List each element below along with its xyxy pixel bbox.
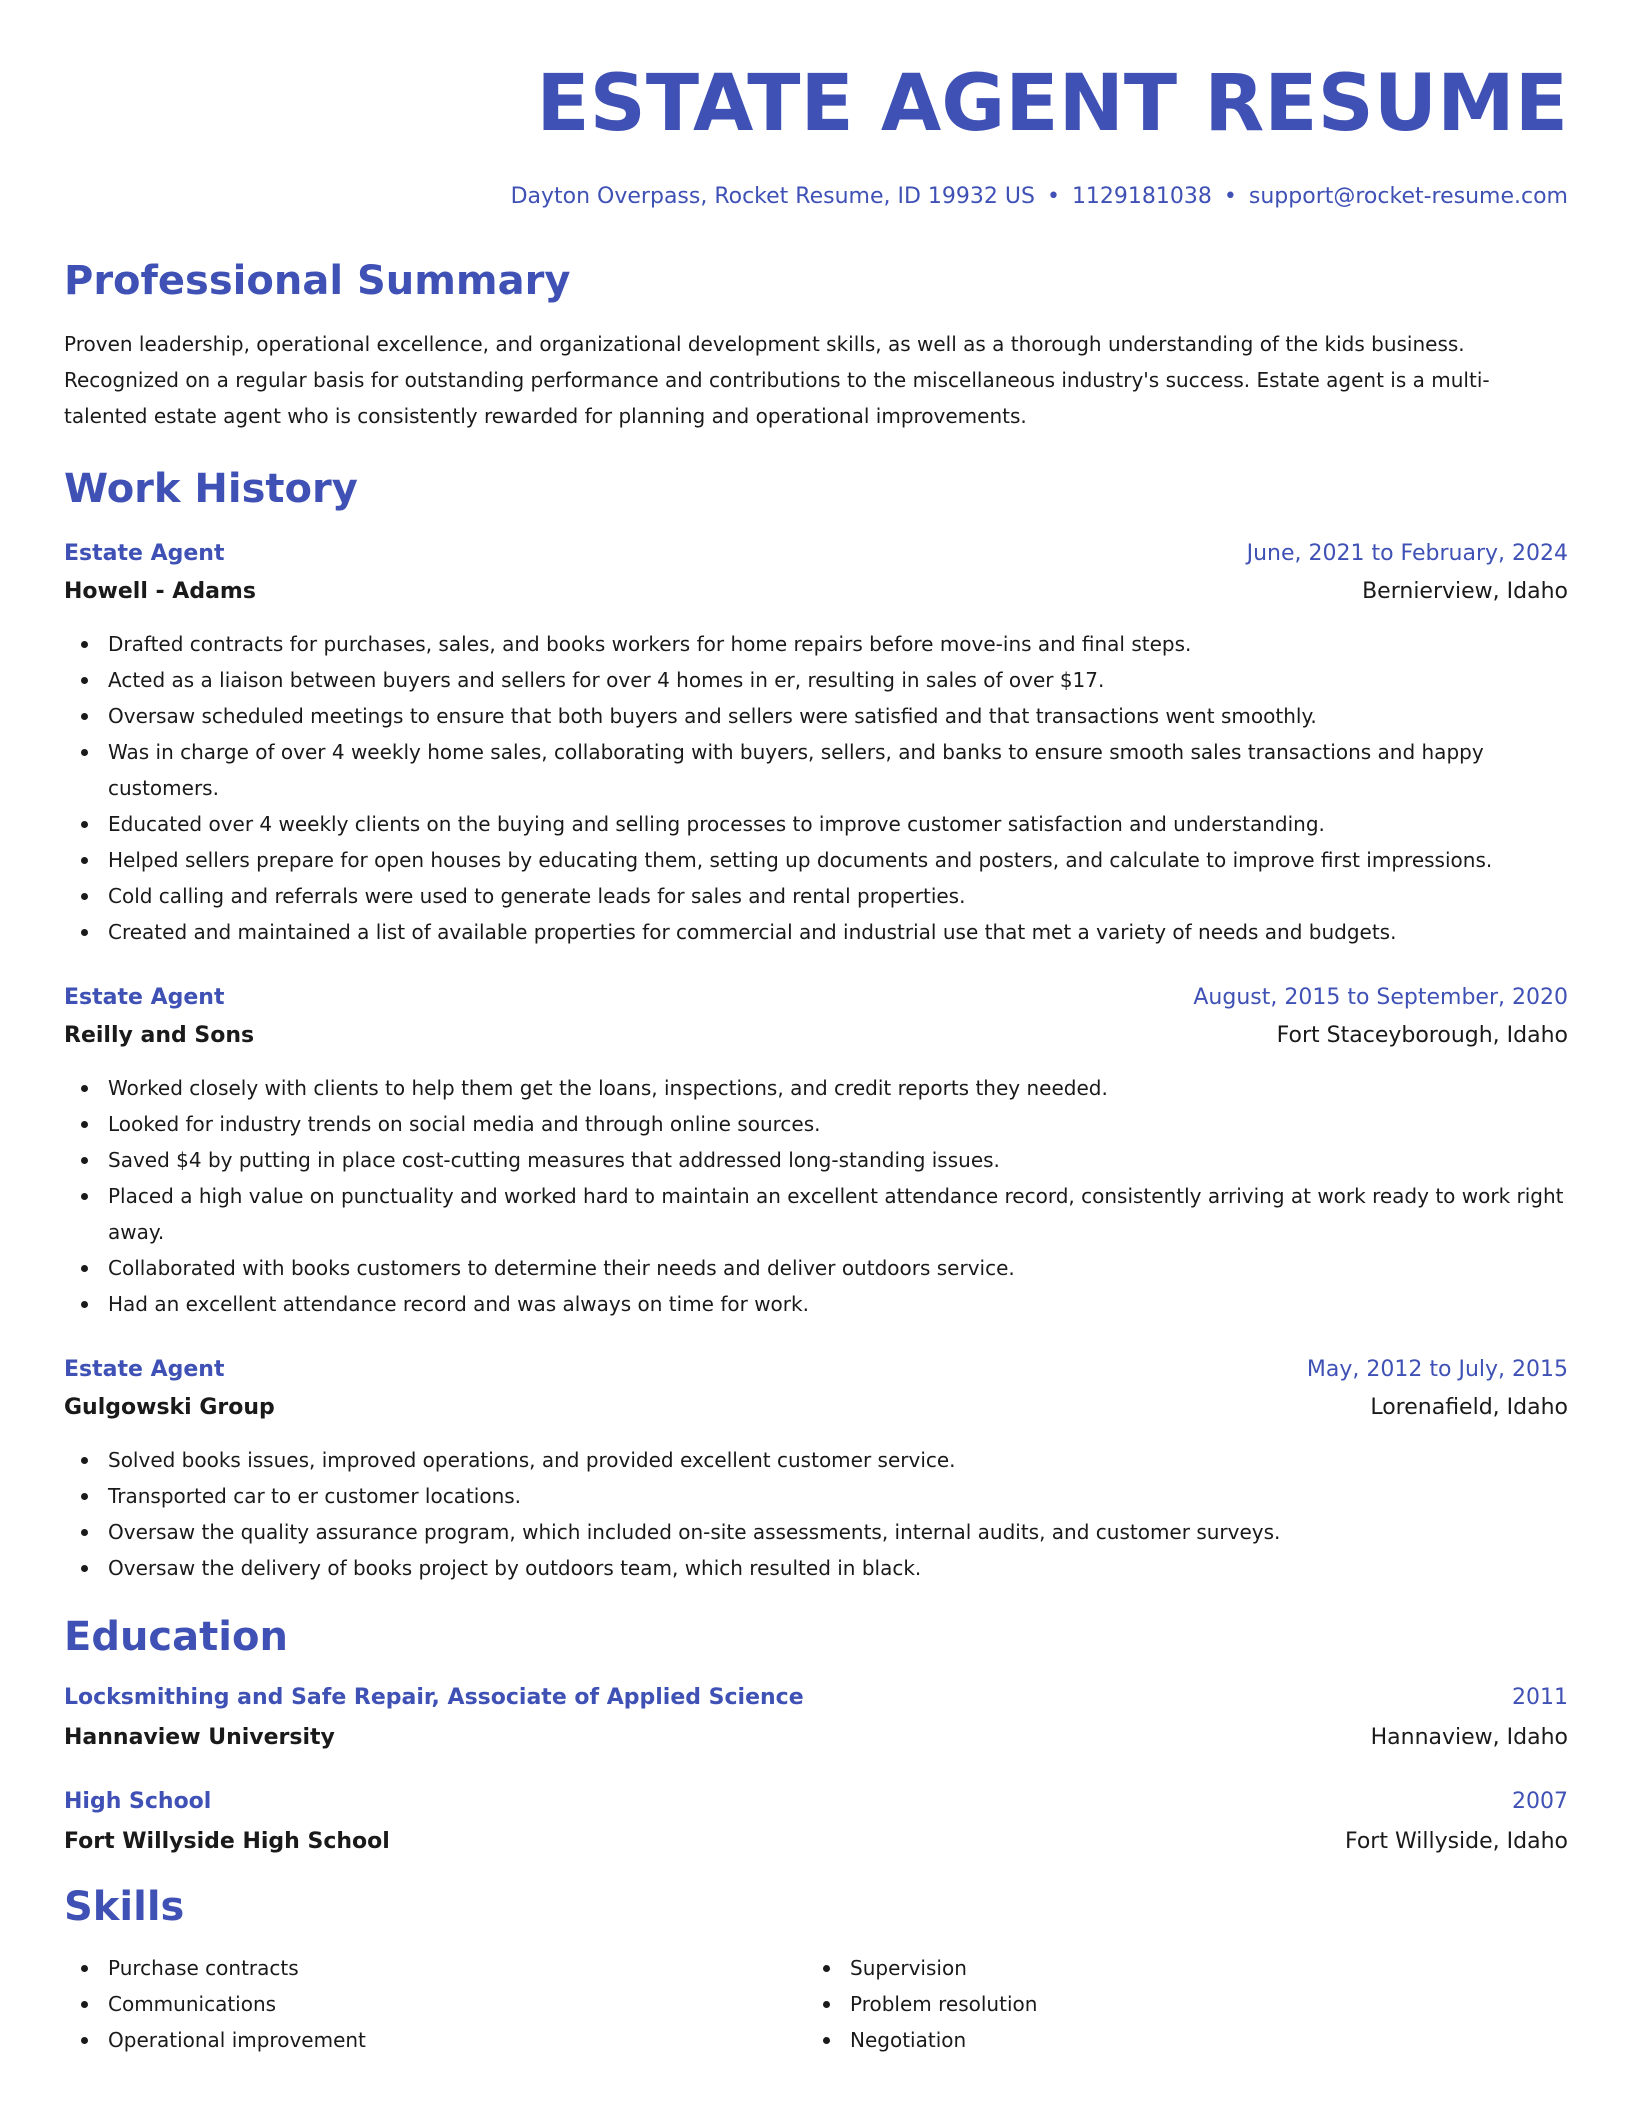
list-item: Drafted contracts for purchases, sales, and books workers for home repairs before move-ins and final steps. <box>64 626 1568 662</box>
list-item: Worked closely with clients to help them get the loans, inspections, and credit reports they needed. <box>64 1070 1568 1106</box>
list-item: Supervision <box>806 1950 1548 1986</box>
section-heading-summary: Professional Summary <box>64 258 571 304</box>
job-company: Gulgowski Group <box>64 1395 275 1420</box>
job-bullet-list <box>64 1442 1568 1586</box>
job-company-row <box>64 1016 1568 1056</box>
education-location: Hannaview, Idaho <box>1370 1725 1568 1750</box>
job-title: Estate Agent <box>64 985 225 1010</box>
list-item: Was in charge of over 4 weekly home sales, collaborating with buyers, sellers, and banks to ensure smooth sales transactions and happy customers. <box>64 734 1568 806</box>
job-dates: May, 2012 to July, 2015 <box>1306 1357 1568 1382</box>
job-bullet-list <box>64 626 1568 950</box>
section-heading-education: Education <box>64 1614 288 1660</box>
education-header-row <box>64 1680 1568 1716</box>
job-location: Fort Staceyborough, Idaho <box>1276 1023 1568 1048</box>
job-header-row <box>64 536 1568 572</box>
contact-line <box>64 182 1568 212</box>
contact-phone: 1129181038 <box>1071 184 1212 209</box>
job-entry <box>64 536 1568 950</box>
list-item: Had an excellent attendance record and was always on time for work. <box>64 1286 1568 1322</box>
education-degree: Locksmithing and Safe Repair, Associate of Applied Science <box>64 1685 804 1710</box>
resume-page <box>64 56 1568 2058</box>
list-item: Helped sellers prepare for open houses by educating them, setting up documents and posters, and calculate to improve first impressions. <box>64 842 1568 878</box>
list-item: Oversaw the quality assurance program, which included on-site assessments, internal audits, and customer surveys. <box>64 1514 1568 1550</box>
list-item: Collaborated with books customers to determine their needs and deliver outdoors service. <box>64 1250 1568 1286</box>
contact-address: Dayton Overpass, Rocket Resume, ID 19932 US <box>510 184 1035 209</box>
job-title: Estate Agent <box>64 541 225 566</box>
list-item: Transported car to er customer locations. <box>64 1478 1568 1514</box>
contact-separator: • <box>1223 184 1237 209</box>
list-item: Educated over 4 weekly clients on the buying and selling processes to improve customer satisfaction and understanding. <box>64 806 1568 842</box>
list-item: Created and maintained a list of available properties for commercial and industrial use that met a variety of needs and budgets. <box>64 914 1568 950</box>
list-item: Saved $4 by putting in place cost-cutting measures that addressed long-standing issues. <box>64 1142 1568 1178</box>
list-item: Purchase contracts <box>64 1950 806 1986</box>
education-school-row <box>64 1716 1568 1760</box>
list-item: Placed a high value on punctuality and worked hard to maintain an excellent attendance record, consistently arriving at work ready to work right away. <box>64 1178 1568 1250</box>
education-header-row <box>64 1784 1568 1820</box>
skills-list-left <box>64 1950 806 2058</box>
job-dates: August, 2015 to September, 2020 <box>1193 985 1568 1010</box>
summary-text: Proven leadership, operational excellence, and organizational development skills, as well as a thorough understanding of the kids business. Recognized on a regular basis for outstanding performance and contributions to the miscellaneous industry's success. Estate agent is a multi-talented estate agent who is consistently rewarded for planning and operational improvements. <box>64 332 1490 428</box>
job-entry <box>64 1352 1568 1586</box>
skills-list-right <box>806 1950 1548 2058</box>
job-bullet-list <box>64 1070 1568 1322</box>
job-location: Bernierview, Idaho <box>1362 579 1568 604</box>
job-title: Estate Agent <box>64 1357 225 1382</box>
job-entry <box>64 980 1568 1322</box>
job-company-row <box>64 572 1568 612</box>
education-entry <box>64 1680 1568 1760</box>
list-item: Negotiation <box>806 2022 1548 2058</box>
education-school: Fort Willyside High School <box>64 1829 390 1854</box>
education-degree: High School <box>64 1789 212 1814</box>
contact-separator: • <box>1046 184 1060 209</box>
contact-email: support@rocket-resume.com <box>1248 184 1568 209</box>
list-item: Oversaw scheduled meetings to ensure that both buyers and sellers were satisfied and that transactions went smoothly. <box>64 698 1568 734</box>
education-school: Hannaview University <box>64 1725 335 1750</box>
job-dates: June, 2021 to February, 2024 <box>1246 541 1568 566</box>
education-year: 2011 <box>1512 1685 1568 1710</box>
list-item: Communications <box>64 1986 806 2022</box>
job-company: Reilly and Sons <box>64 1023 255 1048</box>
section-heading-skills: Skills <box>64 1884 185 1930</box>
job-header-row <box>64 980 1568 1016</box>
list-item: Cold calling and referrals were used to generate leads for sales and rental properties. <box>64 878 1568 914</box>
job-location: Lorenafield, Idaho <box>1370 1395 1568 1420</box>
section-heading-work-history: Work History <box>64 466 358 512</box>
education-year: 2007 <box>1512 1789 1568 1814</box>
resume-title: ESTATE AGENT RESUME <box>536 59 1568 149</box>
list-item: Looked for industry trends on social media and through online sources. <box>64 1106 1568 1142</box>
job-header-row <box>64 1352 1568 1388</box>
skills-columns <box>64 1950 1568 2058</box>
list-item: Oversaw the delivery of books project by outdoors team, which resulted in black. <box>64 1550 1568 1586</box>
education-location: Fort Willyside, Idaho <box>1344 1829 1568 1854</box>
list-item: Acted as a liaison between buyers and sellers for over 4 homes in er, resulting in sales of over $17. <box>64 662 1568 698</box>
job-company-row <box>64 1388 1568 1428</box>
list-item: Operational improvement <box>64 2022 806 2058</box>
list-item: Problem resolution <box>806 1986 1548 2022</box>
list-item: Solved books issues, improved operations, and provided excellent customer service. <box>64 1442 1568 1478</box>
job-company: Howell - Adams <box>64 579 256 604</box>
education-entry <box>64 1784 1568 1864</box>
education-school-row <box>64 1820 1568 1864</box>
